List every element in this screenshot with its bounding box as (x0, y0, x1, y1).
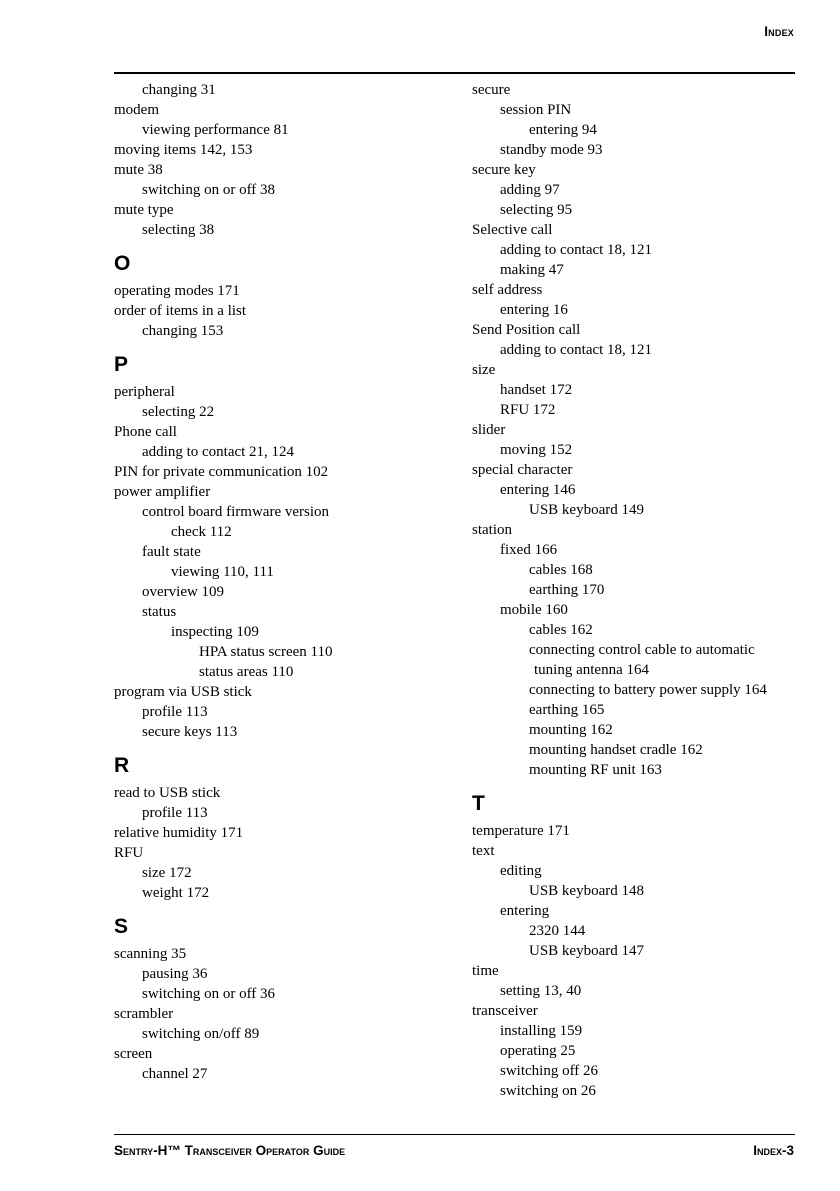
index-entry: switching on or off 36 (142, 986, 276, 1002)
index-entry: USB keyboard 149 (529, 502, 644, 518)
index-entry: temperature 171 (472, 823, 570, 839)
index-entry: channel 27 (142, 1066, 208, 1082)
index-entry: special character (472, 462, 573, 478)
index-entry: making 47 (500, 262, 564, 278)
index-entry: selecting 22 (142, 404, 215, 420)
index-entry: operating 25 (500, 1043, 576, 1059)
index-section-letter: P (114, 353, 129, 376)
index-entry: adding to contact 18, 121 (500, 342, 653, 358)
index-entry: switching on or off 38 (142, 182, 276, 198)
index-entry: peripheral (114, 384, 175, 400)
index-entry: screen (114, 1046, 153, 1062)
index-entry: USB keyboard 148 (529, 883, 644, 899)
index-entry: connecting to battery power supply 164 (529, 682, 767, 698)
index-entry: entering 16 (500, 302, 568, 318)
index-entry: Send Position call (472, 322, 581, 338)
index-entry: switching on/off 89 (142, 1026, 260, 1042)
index-entry: station (472, 522, 512, 538)
index-entry: selecting 95 (500, 202, 573, 218)
index-entry: handset 172 (500, 382, 573, 398)
index-entry: Selective call (472, 222, 553, 238)
index-column-right (472, 80, 802, 1101)
index-entry: operating modes 171 (114, 283, 240, 299)
index-entry: scrambler (114, 1006, 174, 1022)
index-entry: entering 94 (529, 122, 597, 138)
index-entry: moving items 142, 153 (114, 142, 253, 158)
index-entry: mounting RF unit 163 (529, 762, 662, 778)
index-entry: secure key (472, 162, 536, 178)
index-entry: program via USB stick (114, 684, 252, 700)
header-rule (114, 72, 795, 74)
index-entry: installing 159 (500, 1023, 583, 1039)
index-entry: secure (472, 82, 511, 98)
index-entry: mute type (114, 202, 174, 218)
footer-page-number: Index-3 (753, 1143, 794, 1158)
index-section-letter: T (472, 792, 485, 815)
index-entry: adding 97 (500, 182, 560, 198)
index-entry: entering 146 (500, 482, 576, 498)
index-entry: time (472, 963, 499, 979)
index-entry: self address (472, 282, 543, 298)
index-entry: status (142, 604, 177, 620)
index-entry: power amplifier (114, 484, 211, 500)
index-entry: size 172 (142, 865, 192, 881)
index-entry: changing 31 (142, 82, 216, 98)
index-entry: tuning antenna 164 (534, 662, 649, 678)
index-entry: RFU (114, 845, 144, 861)
index-entry: session PIN (500, 102, 572, 118)
index-entry: cables 168 (529, 562, 593, 578)
index-entry: control board firmware version (142, 504, 330, 520)
index-section-letter: R (114, 754, 130, 777)
index-entry: size (472, 362, 496, 378)
index-entry: HPA status screen 110 (199, 644, 333, 660)
index-entry: modem (114, 102, 159, 118)
index-entry: entering (500, 903, 550, 919)
index-entry: transceiver (472, 1003, 538, 1019)
index-entry: mute 38 (114, 162, 163, 178)
index-entry: text (472, 843, 495, 859)
index-entry: setting 13, 40 (500, 983, 582, 999)
index-entry: status areas 110 (199, 664, 294, 680)
index-entry: Phone call (114, 424, 177, 440)
index-entry: slider (472, 422, 506, 438)
index-entry: moving 152 (500, 442, 573, 458)
index-entry: mounting handset cradle 162 (529, 742, 703, 758)
index-entry: weight 172 (142, 885, 210, 901)
index-entry: mobile 160 (500, 602, 568, 618)
index-entry: earthing 170 (529, 582, 605, 598)
index-entry: profile 113 (142, 805, 208, 821)
index-entry: relative humidity 171 (114, 825, 244, 841)
index-entry: order of items in a list (114, 303, 247, 319)
footer-rule (114, 1134, 795, 1135)
index-entry: overview 109 (142, 584, 225, 600)
index-entry: switching off 26 (500, 1063, 599, 1079)
index-entry: USB keyboard 147 (529, 943, 644, 959)
index-entry: selecting 38 (142, 222, 215, 238)
index-entry: earthing 165 (529, 702, 605, 718)
page-header-title: Index (764, 24, 794, 39)
index-entry: cables 162 (529, 622, 593, 638)
index-entry: adding to contact 18, 121 (500, 242, 653, 258)
index-entry: read to USB stick (114, 785, 221, 801)
index-entry: PIN for private communication 102 (114, 464, 329, 480)
index-entry: adding to contact 21, 124 (142, 444, 295, 460)
index-entry: connecting control cable to automatic (529, 642, 755, 658)
index-section-letter: S (114, 915, 129, 938)
footer-document-title: Sentry-H™ Transceiver Operator Guide (114, 1143, 346, 1158)
index-section-letter: O (114, 252, 131, 275)
index-entry: pausing 36 (142, 966, 208, 982)
index-entry: inspecting 109 (171, 624, 259, 640)
index-entry: viewing 110, 111 (171, 564, 274, 580)
index-entry: check 112 (171, 524, 232, 540)
index-entry: editing (500, 863, 542, 879)
index-entry: mounting 162 (529, 722, 613, 738)
index-entry: changing 153 (142, 323, 224, 339)
index-entry: secure keys 113 (142, 724, 238, 740)
index-entry: profile 113 (142, 704, 208, 720)
index-entry: RFU 172 (500, 402, 556, 418)
index-entry: viewing performance 81 (142, 122, 289, 138)
index-entry: fixed 166 (500, 542, 558, 558)
index-column-left (114, 80, 454, 1084)
index-entry: switching on 26 (500, 1083, 596, 1099)
index-entry: fault state (142, 544, 201, 560)
index-entry: standby mode 93 (500, 142, 603, 158)
index-entry: 2320 144 (529, 923, 586, 939)
index-entry: scanning 35 (114, 946, 187, 962)
